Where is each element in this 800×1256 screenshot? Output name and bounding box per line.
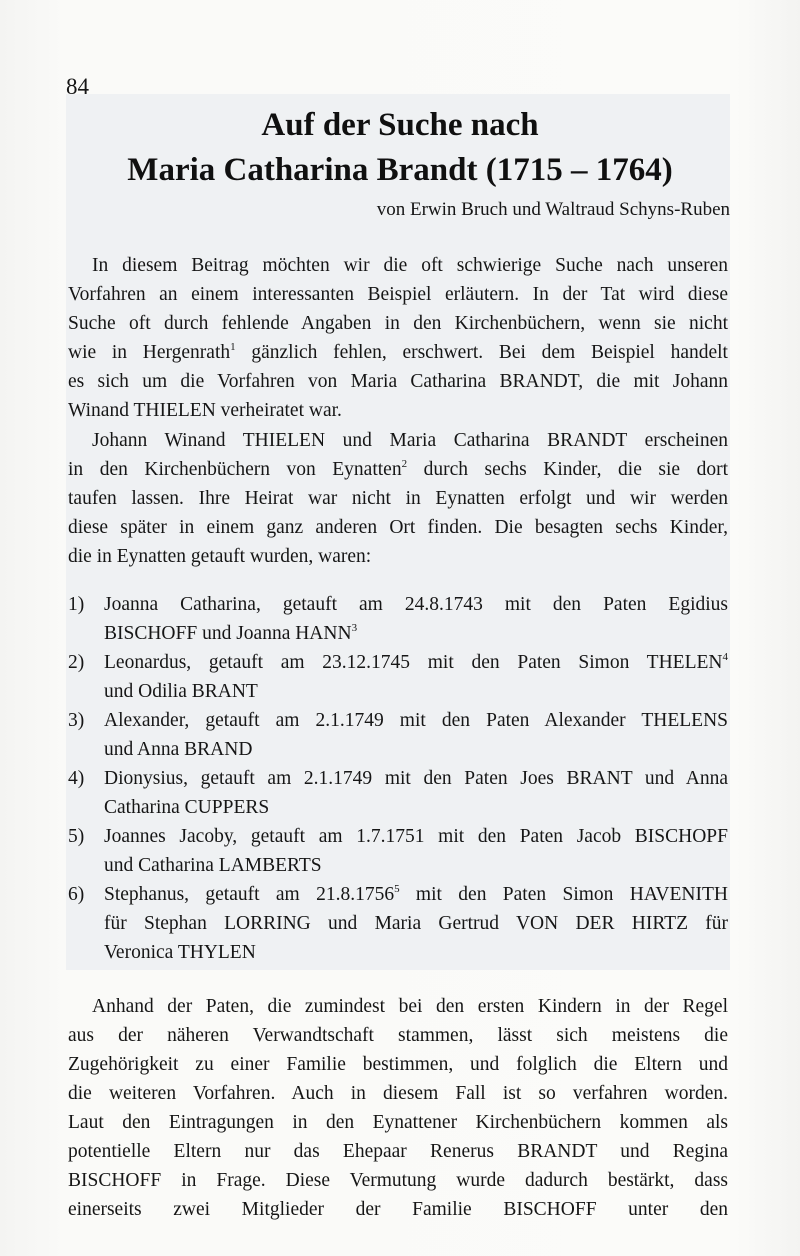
footnote-marker: 4 (722, 651, 728, 663)
paragraph-line (68, 455, 728, 484)
paragraph-line: BISCHOFF in Frage. Diese Vermutung wurde dadurch bestärkt, dass (68, 1170, 728, 1191)
list-item-line: Dionysius, getauft am 2.1.1749 mit den Paten Joes BRANT und Anna (104, 768, 728, 789)
list-item-line: Veronica THYLEN (104, 942, 256, 963)
list-item-line (104, 648, 728, 677)
list-item-number: 2) (68, 652, 85, 673)
article-title-line-2: Maria Catharina Brandt (1715 – 1764) (127, 152, 673, 188)
list-item-number: 1) (68, 594, 85, 615)
paragraph-line: einerseits zwei Mitglieder der Familie BISCHOFF unter den (68, 1199, 728, 1220)
paragraph-line: die weiteren Vorfahren. Auch in diesem Fall ist so verfahren worden. (68, 1083, 728, 1104)
paragraph-line: Vorfahren an einem interessanten Beispiel erläutern. In der Tat wird diese (68, 284, 728, 305)
line-text: durch sechs Kinder, die sie dort (407, 459, 728, 480)
paragraph-line (68, 338, 728, 367)
line-text: Leonardus, getauft am 23.12.1745 mit den Paten Simon THELEN (104, 652, 723, 673)
line-text: wie in Hergenrath (68, 342, 231, 363)
list-item-line: und Catharina LAMBERTS (104, 855, 322, 876)
list-item-line: und Odilia BRANT (104, 681, 258, 702)
paragraph-line: Winand THIELEN verheiratet war. (68, 400, 342, 421)
line-text: BISCHOFF und Joanna HANN (104, 623, 352, 644)
paragraph-line: potentielle Eltern nur das Ehepaar Renerus BRANDT und Regina (68, 1141, 728, 1162)
paragraph-line: Suche oft durch fehlende Angaben in den Kirchenbüchern, wenn sie nicht (68, 313, 728, 334)
list-item-number: 4) (68, 768, 85, 789)
paragraph-line: Laut den Eintragungen in den Eynattener Kirchenbüchern kommen als (68, 1112, 728, 1133)
list-item-line: Joannes Jacoby, getauft am 1.7.1751 mit den Paten Jacob BISCHOPF (104, 826, 728, 847)
list-item-number: 6) (68, 884, 85, 905)
paragraph-line: die in Eynatten getauft wurden, waren: (68, 546, 372, 567)
line-text: in den Kirchenbüchern von Eynatten (68, 459, 402, 480)
footnote-marker: 3 (351, 622, 358, 634)
paragraph-line: Anhand der Paten, die zumindest bei den ersten Kindern in der Regel (92, 996, 728, 1017)
list-item-line: Joanna Catharina, getauft am 24.8.1743 mit den Paten Egidius (104, 594, 728, 615)
paragraph-line: Johann Winand THIELEN und Maria Catharina BRANDT erscheinen (92, 430, 728, 451)
page-number: 84 (66, 74, 89, 99)
list-item-line: für Stephan LORRING und Maria Gertrud VON DER HIRTZ für (104, 913, 728, 934)
author-byline: von Erwin Bruch und Waltraud Schyns-Ruben (376, 199, 730, 220)
paragraph-line: diese später in einem ganz anderen Ort finden. Die besagten sechs Kinder, (68, 517, 728, 538)
list-item-line: Catharina CUPPERS (104, 797, 270, 818)
line-text: Stephanus, getauft am 21.8.1756 (104, 884, 395, 905)
list-item-line (104, 880, 728, 909)
paragraph-line: taufen lassen. Ihre Heirat war nicht in Eynatten erfolgt und wir werden (68, 488, 728, 509)
line-text: mit den Paten Simon HAVENITH (399, 884, 728, 905)
paragraph-line: es sich um die Vorfahren von Maria Catharina BRANDT, die mit Johann (68, 371, 728, 392)
list-item-line: Alexander, getauft am 2.1.1749 mit den Paten Alexander THELENS (104, 710, 728, 731)
list-item-line (104, 619, 728, 648)
footnote-marker: 1 (230, 341, 236, 353)
list-item-line: und Anna BRAND (104, 739, 253, 760)
footnote-marker: 2 (401, 458, 408, 470)
list-item-number: 5) (68, 826, 85, 847)
footnote-marker: 5 (394, 883, 400, 895)
list-item-number: 3) (68, 710, 85, 731)
paragraph-line: Zugehörigkeit zu einer Familie bestimmen, und folglich die Eltern und (68, 1054, 728, 1075)
article-title-line-1: Auf der Suche nach (261, 107, 539, 143)
line-text: gänzlich fehlen, erschwert. Bei dem Beispiel handelt (235, 342, 728, 363)
paragraph-line: In diesem Beitrag möchten wir die oft schwierige Suche nach unseren (92, 255, 728, 276)
paragraph-line: aus der näheren Verwandtschaft stammen, lässt sich meistens die (68, 1025, 728, 1046)
